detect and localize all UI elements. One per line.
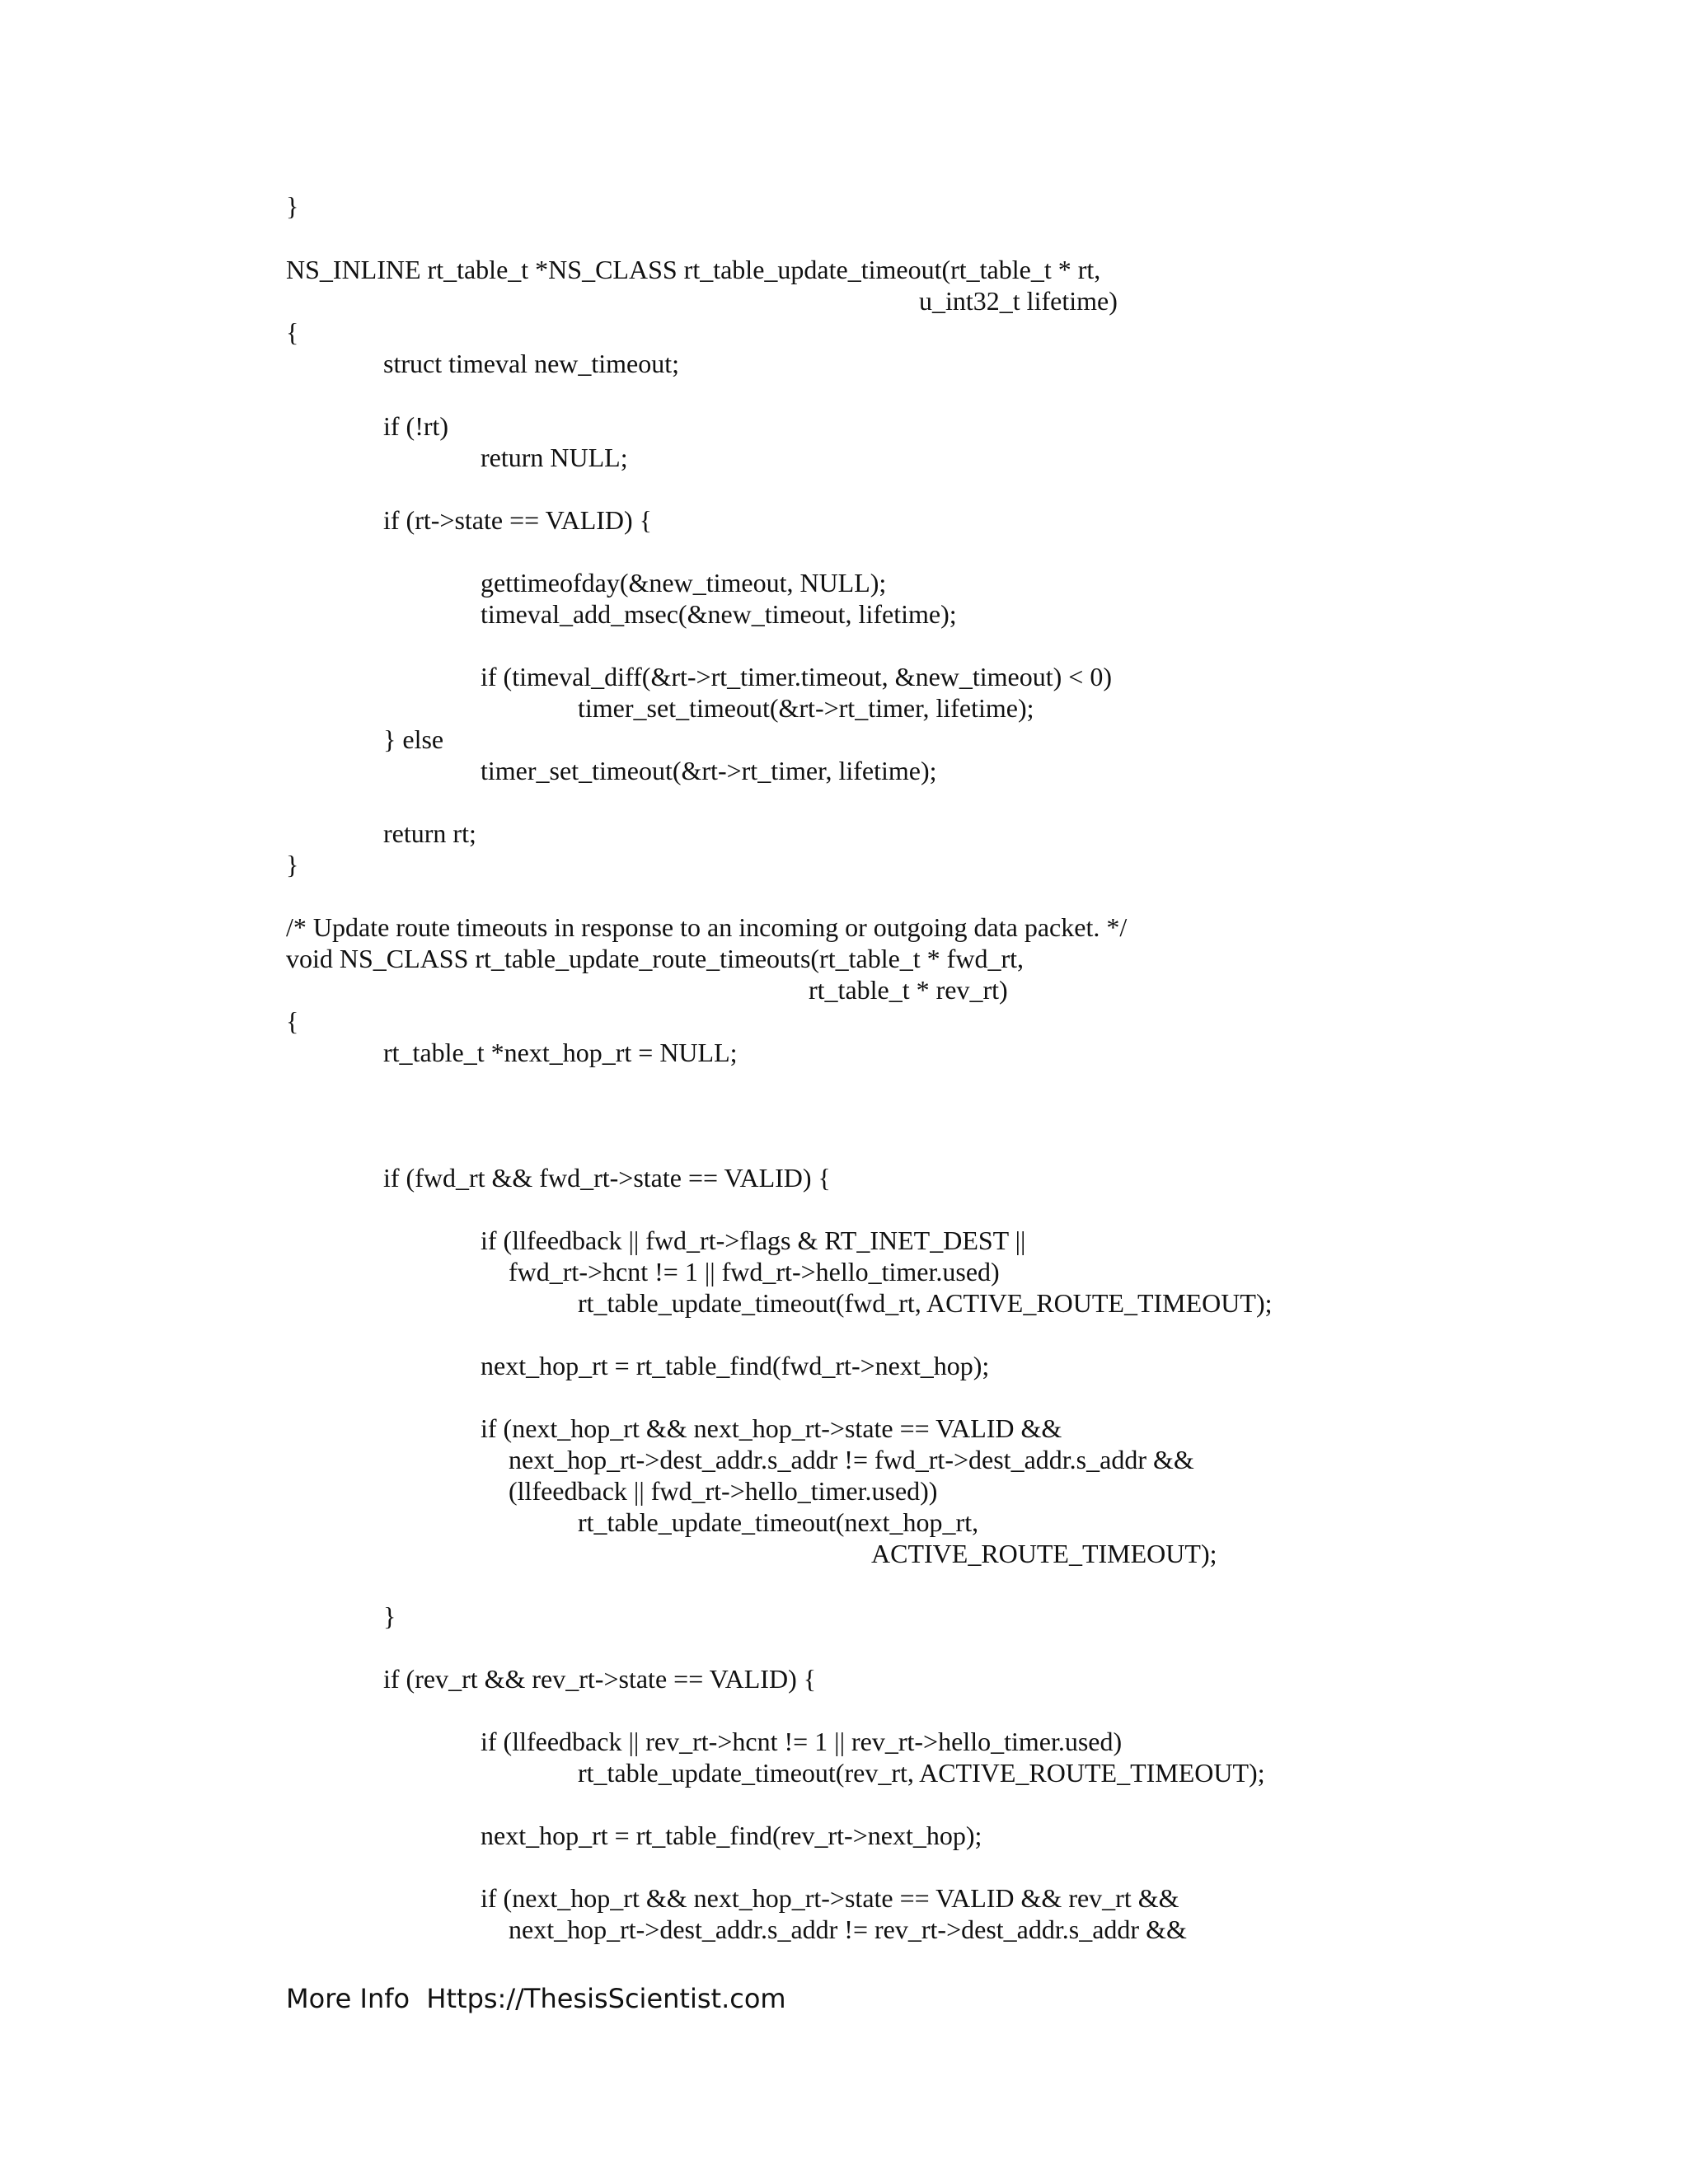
code-line: if (llfeedback || rev_rt->hcnt != 1 || rev_rt->hello_timer.used) — [481, 1727, 1123, 1756]
code-line: rt_table_update_timeout(next_hop_rt, — [578, 1507, 979, 1537]
code-line: rt_table_t *next_hop_rt = NULL; — [383, 1038, 738, 1067]
code-line: timeval_add_msec(&new_timeout, lifetime); — [481, 599, 957, 629]
code-line: } — [286, 850, 299, 879]
code-line: rt_table_update_timeout(fwd_rt, ACTIVE_ROUTE_TIMEOUT); — [578, 1288, 1273, 1318]
code-line: fwd_rt->hcnt != 1 || fwd_rt->hello_timer.used) — [509, 1257, 1000, 1286]
code-line: if (llfeedback || fwd_rt->flags & RT_INET_DEST || — [481, 1226, 1026, 1255]
code-line: NS_INLINE rt_table_t *NS_CLASS rt_table_update_timeout(rt_table_t * rt, — [286, 255, 1101, 284]
code-line: timer_set_timeout(&rt->rt_timer, lifetime); — [481, 756, 937, 785]
footer-info: More Info Https://ThesisScientist.com — [286, 1983, 786, 2014]
code-line: next_hop_rt->dest_addr.s_addr != rev_rt->dest_addr.s_addr && — [509, 1915, 1187, 1944]
code-line: if (rt->state == VALID) { — [383, 505, 653, 535]
code-line: ACTIVE_ROUTE_TIMEOUT); — [871, 1539, 1217, 1568]
code-line: u_int32_t lifetime) — [919, 286, 1118, 316]
code-line: return rt; — [383, 818, 476, 848]
code-line: if (rev_rt && rev_rt->state == VALID) { — [383, 1664, 817, 1694]
code-line: next_hop_rt->dest_addr.s_addr != fwd_rt->dest_addr.s_addr && — [509, 1445, 1194, 1474]
code-line: struct timeval new_timeout; — [383, 349, 680, 378]
code-line: if (fwd_rt && fwd_rt->state == VALID) { — [383, 1163, 831, 1193]
code-line: } — [286, 191, 299, 221]
code-line: } — [383, 1601, 396, 1631]
code-line: return NULL; — [481, 443, 628, 472]
code-line: (llfeedback || fwd_rt->hello_timer.used)) — [509, 1476, 938, 1506]
code-line: } else — [383, 724, 444, 754]
code-line: rt_table_t * rev_rt) — [809, 975, 1008, 1005]
code-line: void NS_CLASS rt_table_update_route_timeouts(rt_table_t * fwd_rt, — [286, 944, 1024, 973]
code-line: { — [286, 1006, 299, 1036]
code-line: if (next_hop_rt && next_hop_rt->state == VALID && — [481, 1413, 1062, 1443]
code-line: if (!rt) — [383, 411, 449, 441]
code-line: next_hop_rt = rt_table_find(rev_rt->next_hop); — [481, 1821, 982, 1850]
code-line: next_hop_rt = rt_table_find(fwd_rt->next_hop); — [481, 1351, 990, 1380]
code-line: gettimeofday(&new_timeout, NULL); — [481, 568, 887, 598]
code-line: { — [286, 317, 299, 347]
code-line: rt_table_update_timeout(rev_rt, ACTIVE_ROUTE_TIMEOUT); — [578, 1758, 1265, 1788]
code-line: timer_set_timeout(&rt->rt_timer, lifetime); — [578, 693, 1034, 723]
code-line: if (timeval_diff(&rt->rt_timer.timeout, &new_timeout) < 0) — [481, 662, 1112, 691]
code-line: /* Update route timeouts in response to an incoming or outgoing data packet. */ — [286, 912, 1128, 942]
code-line: if (next_hop_rt && next_hop_rt->state == VALID && rev_rt && — [481, 1883, 1179, 1913]
